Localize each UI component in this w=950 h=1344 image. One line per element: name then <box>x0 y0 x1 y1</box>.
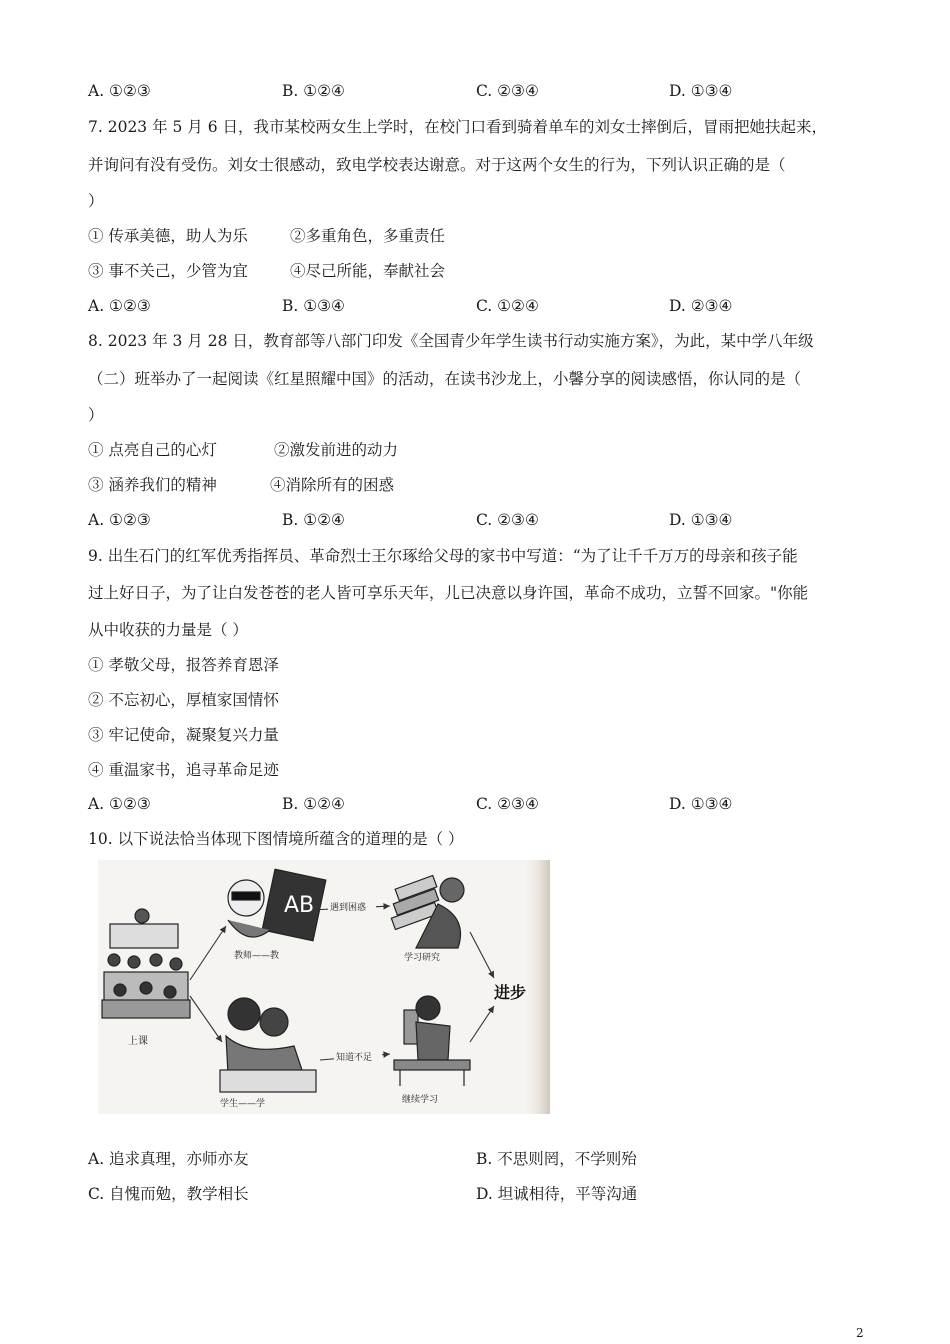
q10-option-b: B. 不思则罔，不学则殆 <box>476 1150 637 1168</box>
q8-option-d: D. ①③④ <box>669 511 733 529</box>
q8-stem-line-1: 8. 2023 年 3 月 28 日，教育部等八部门印发《全国青少年学生读书行动实施方案》，为此，某中学八年级 <box>88 332 814 350</box>
q7-option-b: B. ①③④ <box>282 297 345 315</box>
q10-option-d: D. 坦诚相待，平等沟通 <box>476 1185 638 1203</box>
q9-option-c: C. ②③④ <box>476 795 539 813</box>
q8-option-a: A. ①②③ <box>88 511 151 529</box>
q6-option-b: B. ①②④ <box>282 82 345 100</box>
q8-stem-line-2: （二）班举办了一起阅读《红星照耀中国》的活动，在读书沙龙上，小馨分享的阅读感悟，你认同的是（ <box>88 370 802 388</box>
q6-option-a: A. ①②③ <box>88 82 151 100</box>
q8-stem-line-3: ） <box>88 406 104 424</box>
label-teacher: 教师——教 <box>234 951 280 961</box>
label-difficulty: 遇到困惑 <box>330 903 367 913</box>
teacher-illustration <box>228 869 326 940</box>
q9-stem-line-2: 过上好日子，为了让白发苍苍的老人皆可享乐天年，儿已决意以身许国，革命不成功，立誓不回家。"你能 <box>88 584 809 602</box>
q7-item-2: ②多重角色，多重责任 <box>290 227 446 245</box>
q8-item-4: ④消除所有的困惑 <box>270 476 395 494</box>
label-progress: 进步 <box>494 983 527 1002</box>
q10-option-c: C. 自愧而勉，教学相长 <box>88 1185 249 1203</box>
q10-option-a: A. 追求真理，亦师亦友 <box>88 1150 249 1168</box>
q8-item-1: ① 点亮自己的心灯 <box>88 441 217 459</box>
q9-item-2: ② 不忘初心，厚植家国情怀 <box>88 691 279 709</box>
q7-stem-line-3: ） <box>88 192 104 210</box>
q6-option-d: D. ①③④ <box>669 82 733 100</box>
q9-item-1: ① 孝敬父母，报答养育恩泽 <box>88 656 279 674</box>
q9-item-4: ④ 重温家书，追寻革命足迹 <box>88 761 279 779</box>
svg-text:AB: AB <box>284 893 315 918</box>
label-student: 学生——学 <box>220 1099 266 1109</box>
label-research: 学习研究 <box>404 953 441 963</box>
q7-item-1: ① 传承美德，助人为乐 <box>88 227 248 245</box>
q10-stem: 10. 以下说法恰当体现下图情境所蕴含的道理的是（ ） <box>88 830 464 848</box>
q7-option-a: A. ①②③ <box>88 297 151 315</box>
q8-option-b: B. ①②④ <box>282 511 345 529</box>
label-continue: 继续学习 <box>402 1095 439 1105</box>
q8-item-3: ③ 涵养我们的精神 <box>88 476 217 494</box>
q7-option-d: D. ②③④ <box>669 297 733 315</box>
q9-item-3: ③ 牢记使命，凝聚复兴力量 <box>88 726 279 744</box>
q8-option-c: C. ②③④ <box>476 511 539 529</box>
q10-figure <box>98 860 550 1114</box>
page-number: 2 <box>856 1326 864 1340</box>
q7-option-c: C. ①②④ <box>476 297 539 315</box>
label-insufficient: 知道不足 <box>336 1053 373 1063</box>
q7-item-4: ④尽己所能，奉献社会 <box>290 262 446 280</box>
q9-stem-line-1: 9. 出生石门的红军优秀指挥员、革命烈士王尔琢给父母的家书中写道：“为了让千千万万的母亲和孩子能 <box>88 547 798 565</box>
q9-option-b: B. ①②④ <box>282 795 345 813</box>
q8-item-2: ②激发前进的动力 <box>274 441 399 459</box>
q9-option-d: D. ①③④ <box>669 795 733 813</box>
label-class: 上课 <box>128 1036 148 1047</box>
q7-stem-line-2: 并询问有没有受伤。刘女士很感动，致电学校表达谢意。对于这两个女生的行为，下列认识正确的是（ <box>88 156 786 174</box>
q9-stem-line-3: 从中收获的力量是（ ） <box>88 621 248 639</box>
q9-option-a: A. ①②③ <box>88 795 151 813</box>
q6-option-c: C. ②③④ <box>476 82 539 100</box>
q7-stem-line-1: 7. 2023 年 5 月 6 日，我市某校两女生上学时，在校门口看到骑着单车的刘女士摔倒后，冒雨把她扶起来， <box>88 118 828 136</box>
q7-item-3: ③ 事不关己，少管为宜 <box>88 262 248 280</box>
